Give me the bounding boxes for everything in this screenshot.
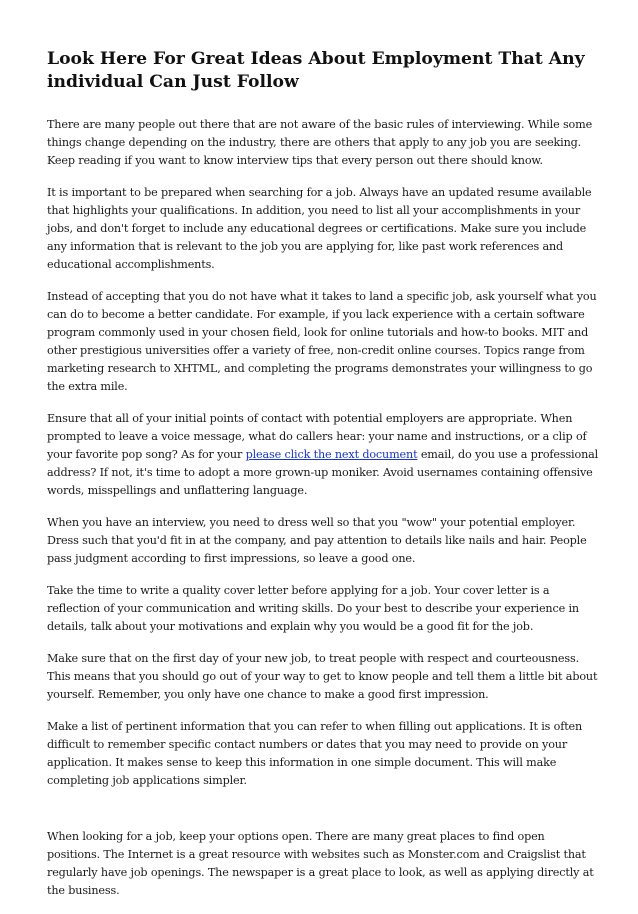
paragraph-contact-points-text-before: Ensure that all of your initial points of contact with potential employers are appropriate. When prompted to leave a voice message, what do callers hear: your name and instructions, or a clip of your favorite pop song? As for your bbox=[47, 412, 587, 461]
page-title: Look Here For Great Ideas About Employment That Any individual Can Just Follow bbox=[47, 49, 585, 92]
next-document-link[interactable]: please click the next document bbox=[245, 448, 418, 461]
paragraph-dress-well: When you have an interview, you need to dress well so that you "wow" your potential employer. Dress such that you'd fit in at the company, and pay attention to details like nails and hair. People pass judgment according to first impressions, so leave a good one. bbox=[47, 516, 587, 565]
paragraph-first-day: Make sure that on the first day of your new job, to treat people with respect and courteousness. This means that you should go out of your way to get to know people and tell them a little bit about yourself. Remember, you only have one chance to make a good first impression. bbox=[47, 652, 598, 701]
paragraph-contact-points-text-after: email, do you use a professional address? If not, it's time to adopt a more grown-up moniker. Avoid usernames containing offensive words, misspellings and unflattering language. bbox=[47, 448, 599, 497]
paragraph-resume: It is important to be prepared when searching for a job. Always have an updated resume available that highlights your qualifications. In addition, you need to list all your accomplishments in your jobs, and don't forget to include any educational degrees or certifications. Make sure you include any information that is relevant to the job you are applying for, like past work references and educational accomplishments. bbox=[47, 186, 592, 271]
paragraph-job-options: When looking for a job, keep your options open. There are many great places to find open positions. The Internet is a great resource with websites such as Monster.com and Craigslist that regularly have job openings. The newspaper is a great place to look, as well as applying directly at the business. bbox=[47, 830, 594, 897]
paragraph-cover-letter: Take the time to write a quality cover letter before applying for a job. Your cover letter is a reflection of your communication and writing skills. Do your best to describe your experience in details, talk about your motivations and explain why you would be a good fit for the job. bbox=[47, 584, 579, 633]
paragraph-intro: There are many people out there that are not aware of the basic rules of interviewing. While some things change depending on the industry, there are others that apply to any job you are seeking. Keep reading if you want to know interview tips that every person out there should know. bbox=[47, 118, 593, 167]
document-page bbox=[47, 48, 599, 914]
paragraph-pertinent-info: Make a list of pertinent information that you can refer to when filling out applications. It is often difficult to remember specific contact numbers or dates that you may need to provide on your application. It makes sense to keep this information in one simple document. This will make completing job applications simpler. bbox=[47, 720, 583, 787]
paragraph-better-candidate: Instead of accepting that you do not have what it takes to land a specific job, ask yourself what you can do to become a better candidate. For example, if you lack experience with a certain software program commonly used in your chosen field, look for online tutorials and how-to books. MIT and other prestigious universities offer a variety of free, non-credit online courses. Topics range from marketing research to XHTML, and completing the programs demonstrates your willingness to go the extra mile. bbox=[47, 290, 597, 393]
paragraph-contact-points bbox=[47, 410, 599, 500]
